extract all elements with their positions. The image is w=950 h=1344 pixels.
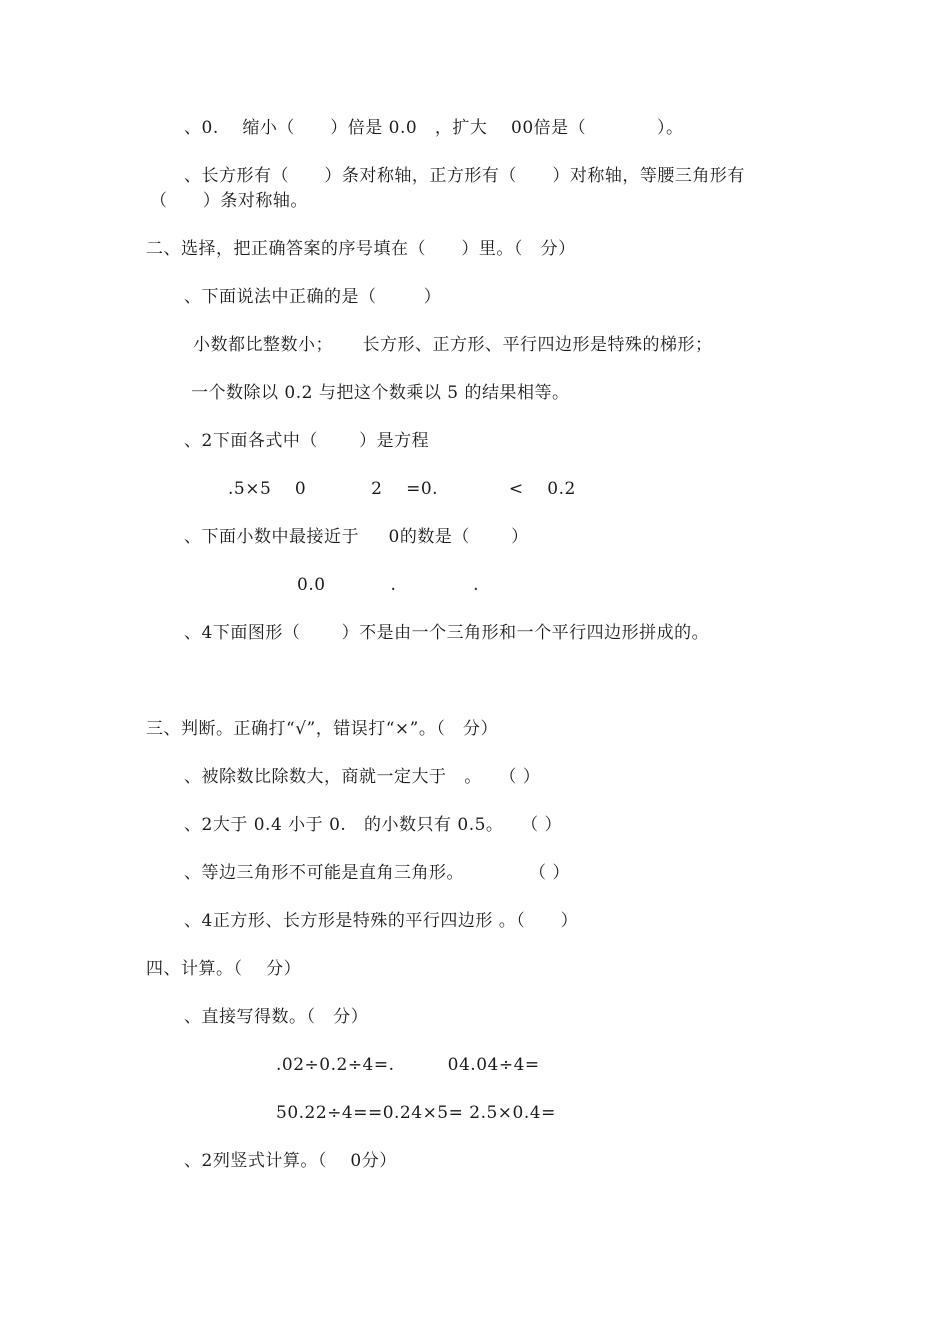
q3-3-text: 、等边三角形不可能是直角三角形。 （ ） — [184, 863, 570, 883]
q4-2-text: 、2列竖式计算。（ 0分） — [184, 1151, 397, 1171]
q3-2-text: 、2大于 0.4 小于 0. 的小数只有 0.5。 （ ） — [184, 815, 563, 835]
q4-1-text: 、直接写得数。（ 分） — [184, 1007, 369, 1027]
q1-8-continued-text: （ ）条对称轴。 — [150, 191, 308, 211]
q2-3-options: 0.0 . . — [297, 575, 480, 595]
q2-1-options-b: 一个数除以 0.2 与把这个数乘以 5 的结果相等。 — [191, 383, 570, 403]
q3-1-text: 、被除数比除数大，商就一定大于 。 （ ） — [184, 767, 541, 787]
q2-1-text: 、下面说法中正确的是（ ） — [184, 287, 442, 307]
q4-1-row-1: .02÷0.2÷4=. 04.04÷4= — [276, 1055, 540, 1075]
q2-2-text: 、2下面各式中（ ）是方程 — [184, 431, 430, 451]
q2-4-text: 、4下面图形（ ）不是由一个三角形和一个平行四边形拼成的。 — [184, 623, 710, 643]
section-4-heading: 四、计算。（ 分） — [146, 959, 302, 979]
q2-2-options: .5×5 0 2 =0. < 0.2 — [228, 479, 576, 499]
q3-4-text: 、4正方形、长方形是特殊的平行四边形 。（ ） — [184, 911, 579, 931]
q2-3-text: 、下面小数中最接近于 0的数是（ ） — [184, 527, 529, 547]
section-3-heading: 三、判断。正确打“√”，错误打“×”。（ 分） — [146, 719, 499, 739]
q2-1-options-a: 小数都比整数小； 长方形、正方形、平行四边形是特殊的梯形； — [193, 335, 713, 355]
section-2-heading: 二、选择，把正确答案的序号填在（ ）里。（ 分） — [146, 239, 576, 259]
q1-7-text: 、0. 缩小（ ）倍是 0.0 ，扩大 00倍是（ ）。 — [184, 118, 684, 138]
q1-8-text: 、长方形有（ ）条对称轴，正方形有（ ）对称轴，等腰三角形有 — [184, 166, 745, 186]
q4-1-row-2: 50.22÷4==0.24×5= 2.5×0.4= — [276, 1103, 556, 1123]
